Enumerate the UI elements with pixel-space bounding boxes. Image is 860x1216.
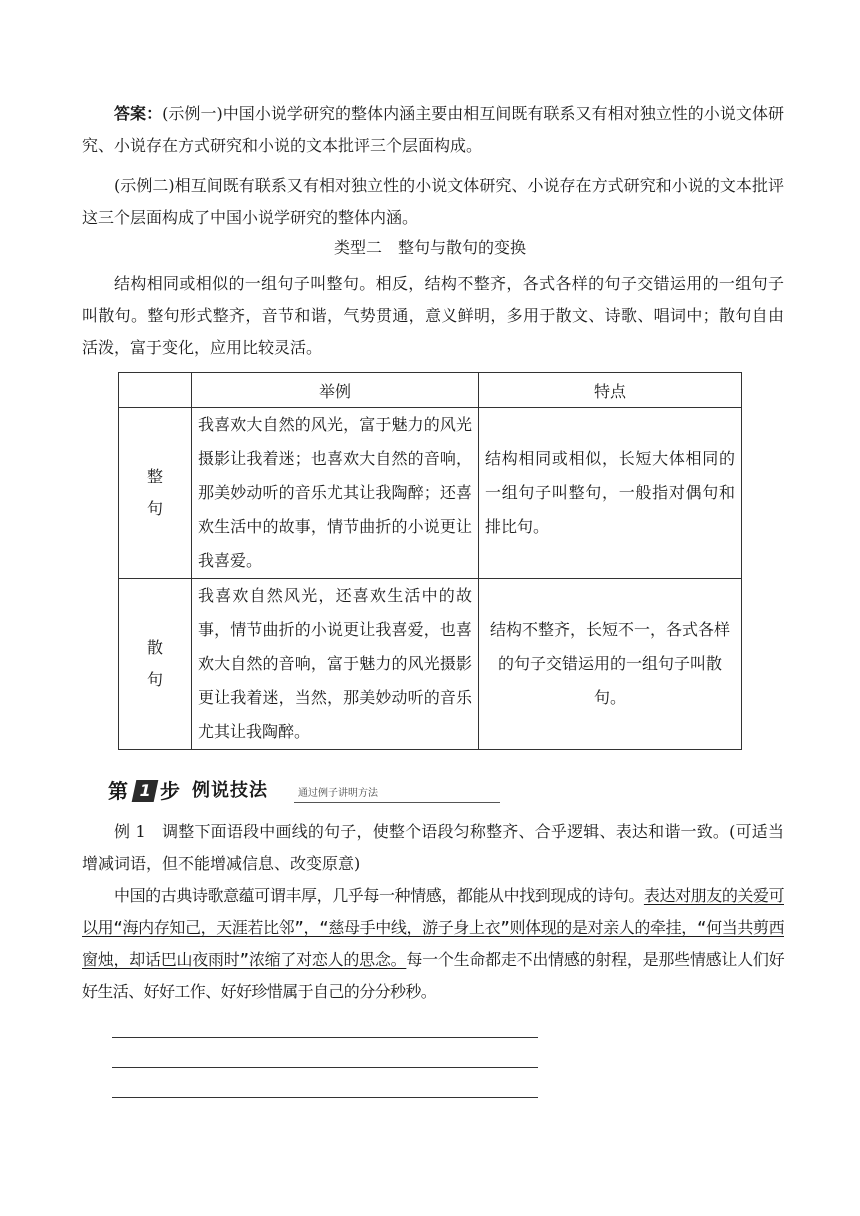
table-header-blank	[119, 373, 192, 408]
row-example: 我喜欢大自然的风光，富于魅力的风光摄影让我着迷；也喜欢大自然的音响，那美妙动听的音乐尤其让我陶醉；还喜欢生活中的故事，情节曲折的小说更让我喜爱。	[192, 408, 479, 579]
example-instruction: 调整下面语段中画线的句子，使整个语段匀称整齐、合乎逻辑、表达和谐一致。(可适当增减词语，但不能增减信息、改变原意)	[82, 822, 784, 873]
answer-example-1: (示例一)中国小说学研究的整体内涵主要由相互间既有联系又有相对独立性的小说文体研究、小说存在方式研究和小说的文本批评三个层面构成。	[82, 104, 784, 155]
comparison-table	[118, 372, 742, 750]
step-subtitle: 通过例子讲明方法	[298, 788, 378, 799]
answer-paragraph-2	[82, 170, 784, 234]
row-feature: 结构相同或相似，长短大体相同的一组句子叫整句，一般指对偶句和排比句。	[479, 408, 742, 579]
section-title: 类型二 整句与散句的变换	[333, 238, 526, 257]
row-label-char: 句	[146, 499, 163, 518]
row-label-char: 整	[146, 467, 163, 486]
row-label-char: 句	[146, 670, 163, 689]
row-feature: 结构不整齐，长短不一，各式各样的句子交错运用的一组句子叫散句。	[479, 579, 742, 750]
step-name: 例说技法	[192, 780, 268, 801]
row-label-zhengju	[119, 408, 192, 579]
example-label: 例 1	[114, 822, 146, 841]
row-label-sanju	[119, 579, 192, 750]
table-header-feature: 特点	[479, 373, 742, 408]
answer-blank-line[interactable]	[112, 1097, 538, 1098]
table-row	[119, 408, 742, 579]
table-header-example: 举例	[192, 373, 479, 408]
table-header-row	[119, 373, 742, 408]
passage-before: 中国的古典诗歌意蕴可谓丰厚，几乎每一种情感，都能从中找到现成的诗句。	[114, 886, 644, 905]
step-bu: 步	[160, 779, 180, 803]
answer-example-2: (示例二)相互间既有联系又有相对独立性的小说文体研究、小说存在方式研究和小说的文本批评这三个层面构成了中国小说学研究的整体内涵。	[82, 176, 784, 227]
step-di: 第	[108, 779, 128, 803]
step-header	[108, 778, 398, 804]
table-row	[119, 579, 742, 750]
step-number-badge: 1	[132, 780, 159, 802]
answer-paragraph-1	[82, 98, 784, 162]
passage-after: 每一个生命都走不出情感的射程，是那些情感让人们好好生活、好好工作、好好珍惜属于自己的分分秒秒。	[82, 950, 784, 1001]
answer-blank-line[interactable]	[112, 1067, 538, 1068]
step-underline	[294, 802, 500, 803]
example-prompt	[82, 816, 784, 880]
answer-blank-line[interactable]	[112, 1037, 538, 1038]
section-intro: 结构相同或相似的一组句子叫整句。相反，结构不整齐，各式各样的句子交错运用的一组句子叫散句。整句形式整齐，音节和谐，气势贯通，意义鲜明，多用于散文、诗歌、唱词中；散句自由活泼，富于变化，应用比较灵活。	[82, 274, 784, 357]
answer-label: 答案：	[114, 104, 163, 123]
row-example: 我喜欢自然风光，还喜欢生活中的故事，情节曲折的小说更让我喜爱，也喜欢大自然的音响，富于魅力的风光摄影更让我着迷，当然，那美妙动听的音乐尤其让我陶醉。	[192, 579, 479, 750]
example-passage	[82, 880, 784, 1008]
row-label-char: 散	[146, 638, 163, 657]
passage-underlined-sentence: 表达对朋友的关爱可以用“海内存知己，天涯若比邻”，“慈母手中线，游子身上衣”则体现的是对亲人的牵挂，“何当共剪西窗烛，却话巴山夜雨时”浓缩了对恋人的思念。	[82, 886, 784, 969]
